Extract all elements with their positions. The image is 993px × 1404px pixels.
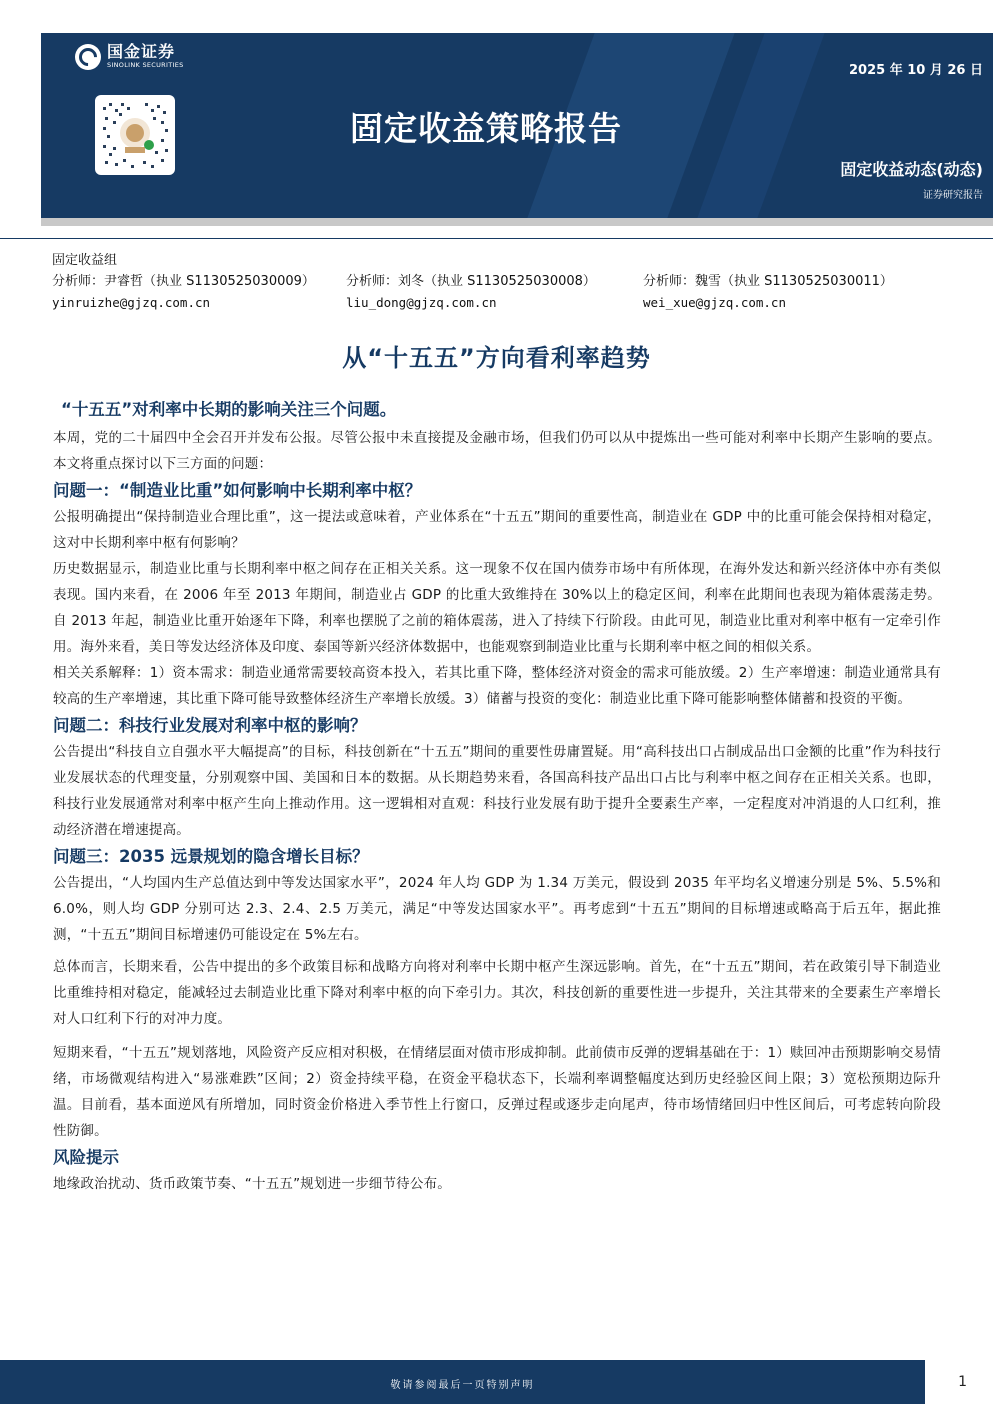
paragraph: 本周，党的二十届四中全会召开并发布公报。尽管公报中未直接提及金融市场，但我们仍可以从中提炼出一些可能对利率中长期产生影响的要点。本文将重点探讨以下三方面的问题： — [53, 430, 941, 472]
report-category-title: 固定收益策略报告 — [350, 109, 622, 148]
report-subtitle: 证券研究报告 — [923, 190, 983, 201]
section-heading: 风险提示 — [53, 1148, 119, 1167]
page-number: 1 — [958, 1374, 967, 1390]
page-title: 从“十五五”方向看利率趋势 — [342, 344, 651, 372]
paragraph: 相关关系解释：1）资本需求：制造业通常需要较高资本投入，若其比重下降，整体经济对资金的需求可能放缓。2）生产率增速：制造业通常具有较高的生产率增速，其比重下降可能导致整体经济生产率增长放缓。3）储蓄与投资的变化：制造业比重下降可能影响整体储蓄和投资的平衡。 — [53, 665, 941, 707]
brand-name-en: SINOLINK SECURITIES — [107, 61, 184, 69]
section-heading: 问题一：“制造业比重”如何影响中长期利率中枢？ — [53, 481, 422, 500]
analyst-block — [52, 250, 952, 313]
analyst-group: 固定收益组 — [52, 253, 118, 268]
paragraph: 总体而言，长期来看，公告中提出的多个政策目标和战略方向将对利率中长期中枢产生深远影响。首先，在“十五五”期间，若在政策引导下制造业比重维持相对稳定，能减轻过去制造业比重下降对利率中枢的向下牵引力。其次，科技创新的重要性进一步提升，关注其带来的全要素生产率增长对人口红利下行的对冲力度。 — [53, 959, 941, 1027]
section-heading: “十五五”对利率中长期的影响关注三个问题。 — [61, 400, 397, 419]
report-date: 2025 年 10 月 26 日 — [849, 63, 983, 78]
sinolink-logo-icon — [75, 44, 101, 70]
section-heading: 问题二：科技行业发展对利率中枢的影响？ — [53, 716, 367, 735]
qr-code-icon — [95, 95, 175, 175]
report-body — [53, 396, 941, 1197]
report-banner — [41, 33, 993, 218]
section-heading: 问题三：2035 远景规划的隐含增长目标？ — [53, 847, 369, 866]
paragraph: 历史数据显示，制造业比重与长期利率中枢之间存在正相关关系。这一现象不仅在国内债券市场中有所体现，在海外发达和新兴经济体中亦有类似表现。国内来看，在 2006 年至 2013 年期间，制造业占 GDP 的比重大致维持在 30%以上的稳定区间，利率在此期间也表现为箱体震荡走势。自 2013 年起，制造业比重开始逐年下降，利率也摆脱了之前的箱体震荡，进入了持续下行阶段。由此可见，制造业比重对利率中枢有一定牵引作用。海外来看，美日等发达经济体及印度、泰国等新兴经济体数据中，也能观察到制造业比重与长期利率中枢之间的相似关系。 — [53, 561, 941, 655]
footer-disclaimer: 敬请参阅最后一页特别声明 — [390, 1380, 535, 1391]
paragraph: 公报明确提出“保持制造业合理比重”，这一提法或意味着，产业体系在“十五五”期间的重要性高，制造业在 GDP 中的比重可能会保持相对稳定，这对中长期利率中枢有何影响？ — [53, 509, 941, 551]
paragraph: 地缘政治扰动、货币政策节奏、“十五五”规划进一步细节待公布。 — [53, 1176, 451, 1192]
analyst-line: 分析师：尹睿哲（执业 S1130525030009） — [52, 274, 315, 289]
brand-logo — [75, 43, 184, 70]
banner-shadow — [41, 218, 993, 226]
header-divider — [0, 238, 993, 239]
analyst-email-link[interactable]: wei_xue@gjzq.com.cn — [643, 295, 786, 310]
analyst-email-link[interactable]: liu_dong@gjzq.com.cn — [346, 295, 497, 310]
analyst-email-link[interactable]: yinruizhe@gjzq.com.cn — [52, 295, 211, 310]
report-type: 固定收益动态(动态) — [840, 160, 983, 179]
paragraph: 短期来看，“十五五”规划落地，风险资产反应相对积极，在情绪层面对债市形成抑制。此前债市反弹的逻辑基础在于：1）赎回冲击预期影响交易情绪，市场微观结构进入“易涨难跌”区间；2）资金持续平稳，在资金平稳状态下，长端利率调整幅度达到历史经验区间上限；3）宽松预期边际升温。目前看，基本面逆风有所增加，同时资金价格进入季节性上行窗口，反弹过程或逐步走向尾声，待市场情绪回归中性区间后，可考虑转向阶段性防御。 — [53, 1045, 941, 1139]
paragraph: 公告提出“科技自立自强水平大幅提高”的目标，科技创新在“十五五”期间的重要性毋庸置疑。用“高科技出口占制成品出口金额的比重”作为科技行业发展状态的代理变量，分别观察中国、美国和日本的数据。从长期趋势来看，各国高科技产品出口占比与利率中枢之间存在正相关关系。也即，科技行业发展通常对利率中枢产生向上推动作用。这一逻辑相对直观：科技行业发展有助于提升全要素生产率，一定程度对冲消退的人口红利，推动经济潜在增速提高。 — [53, 744, 941, 838]
paragraph: 公告提出，“人均国内生产总值达到中等发达国家水平”，2024 年人均 GDP 为 1.34 万美元，假设到 2035 年平均名义增速分别是 5%、5.5%和 6.0%，则人均 GDP 分别可达 2.3、2.4、2.5 万美元，满足“中等发达国家水平”。再考虑到“十五五”期间的目标增速或略高于后五年，据此推测，“十五五”期间目标增速仍可能设定在 5%左右。 — [53, 875, 941, 943]
analyst-line: 分析师：刘冬（执业 S1130525030008） — [346, 274, 596, 289]
brand-name: 国金证券 — [107, 42, 176, 61]
analyst-line: 分析师：魏雪（执业 S1130525030011） — [643, 274, 893, 289]
